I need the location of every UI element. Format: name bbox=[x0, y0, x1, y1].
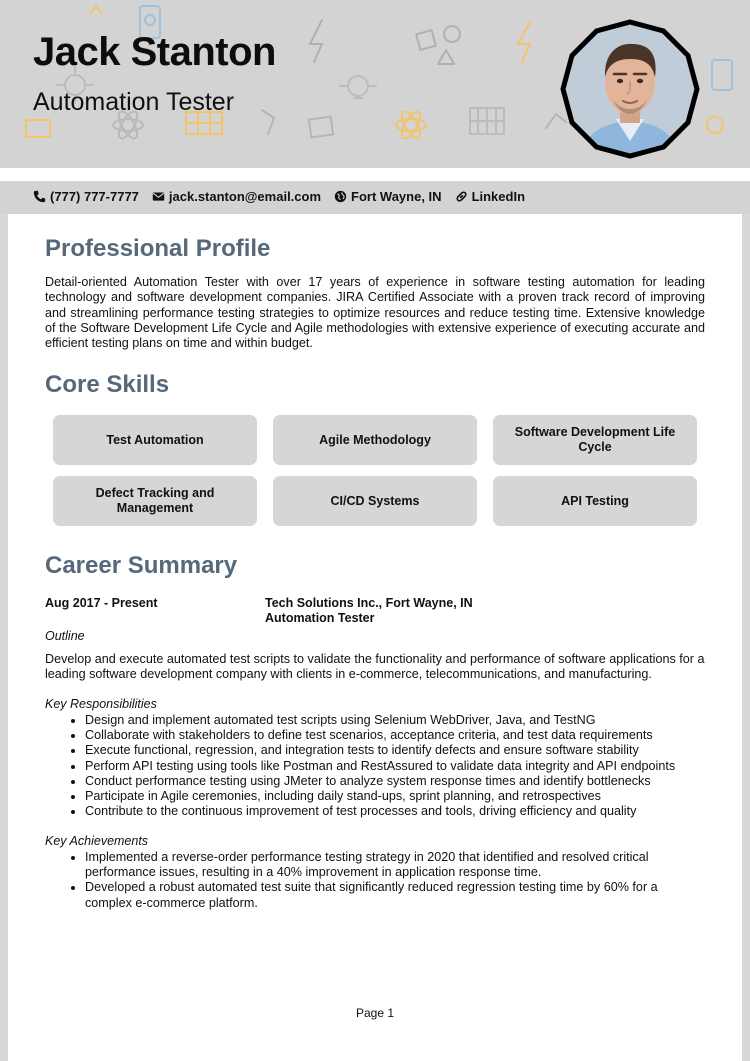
candidate-name: Jack Stanton bbox=[33, 30, 276, 74]
responsibilities-list bbox=[45, 713, 705, 819]
globe-icon bbox=[334, 190, 347, 203]
skill-item: API Testing bbox=[493, 476, 697, 526]
list-item: • Developed a robust automated test suite that significantly reduced regression testing time by 60% for a complex e-commerce platform. bbox=[85, 880, 705, 910]
profile-photo bbox=[560, 19, 700, 159]
contact-location bbox=[334, 189, 442, 204]
page-number: Page 1 bbox=[355, 1006, 395, 1020]
list-item: • Participate in Agile ceremonies, including daily stand-ups, sprint planning, and retrospectives bbox=[85, 789, 705, 804]
contact-phone[interactable] bbox=[33, 189, 139, 204]
skill-item: CI/CD Systems bbox=[273, 476, 477, 526]
skill-item: Test Automation bbox=[53, 415, 257, 465]
profile-heading: Professional Profile bbox=[45, 235, 271, 262]
resume-header bbox=[0, 0, 750, 168]
header-divider bbox=[0, 168, 750, 181]
contact-bar bbox=[0, 181, 750, 214]
skill-item: Agile Methodology bbox=[273, 415, 477, 465]
outline-label: Outline bbox=[45, 629, 85, 643]
job-dates: Aug 2017 - Present bbox=[45, 596, 158, 610]
location-text: Fort Wayne, IN bbox=[351, 189, 442, 204]
contact-linkedin[interactable] bbox=[455, 189, 525, 204]
responsibilities-label: Key Responsibilities bbox=[45, 697, 157, 711]
list-item: • Implemented a reverse-order performance testing strategy in 2020 that identified and resolved critical performance issues, resulting in a 40% improvement in application response time. bbox=[85, 850, 705, 880]
candidate-title: Automation Tester bbox=[33, 88, 235, 116]
contact-email[interactable] bbox=[152, 189, 321, 204]
linkedin-text: LinkedIn bbox=[471, 189, 526, 204]
resume-page bbox=[8, 214, 742, 1061]
profile-text: Detail-oriented Automation Tester with over 17 years of experience in software testing automation for leading technology and software development companies. JIRA Certified Associate with a proven track record of improving and streamlining performance testing strategies to optimize resources and reduce testing time. Extensive knowledge of the Software Development Life Cycle and Agile methodologies with extensive experience of executing accurate and efficient testing plans on time and within budget. bbox=[45, 275, 705, 351]
phone-text: (777) 777-7777 bbox=[50, 189, 139, 204]
achievements-list bbox=[45, 850, 705, 911]
skill-item: Defect Tracking and Management bbox=[53, 476, 257, 526]
skills-heading: Core Skills bbox=[45, 371, 170, 398]
job-company: Tech Solutions Inc., Fort Wayne, IN bbox=[265, 596, 473, 610]
skill-item: Software Development Life Cycle bbox=[493, 415, 697, 465]
link-icon bbox=[455, 190, 468, 203]
list-item: • Perform API testing using tools like Postman and RestAssured to validate data integrity and API endpoints bbox=[85, 759, 705, 774]
outline-text: Develop and execute automated test scripts to validate the functionality and performance of software applications for a leading software development company with clients in e-commerce, telecommunications, and manufacturing. bbox=[45, 652, 705, 682]
list-item: • Contribute to the continuous improvement of test processes and tools, driving efficiency and quality bbox=[85, 804, 705, 819]
list-item: • Design and implement automated test scripts using Selenium WebDriver, Java, and TestNG bbox=[85, 713, 705, 728]
job-employer bbox=[265, 596, 473, 626]
list-item: • Conduct performance testing using JMeter to analyze system response times and identify bottlenecks bbox=[85, 774, 705, 789]
list-item: • Execute functional, regression, and integration tests to identify defects and ensure software stability bbox=[85, 743, 705, 758]
envelope-icon bbox=[152, 190, 165, 203]
phone-icon bbox=[33, 190, 46, 203]
career-heading: Career Summary bbox=[45, 552, 238, 579]
list-item: • Collaborate with stakeholders to define test scenarios, acceptance criteria, and test data requirements bbox=[85, 728, 705, 743]
email-text: jack.stanton@email.com bbox=[168, 189, 322, 204]
achievements-label: Key Achievements bbox=[45, 834, 149, 848]
job-role: Automation Tester bbox=[265, 611, 375, 625]
skills-grid bbox=[53, 415, 697, 526]
